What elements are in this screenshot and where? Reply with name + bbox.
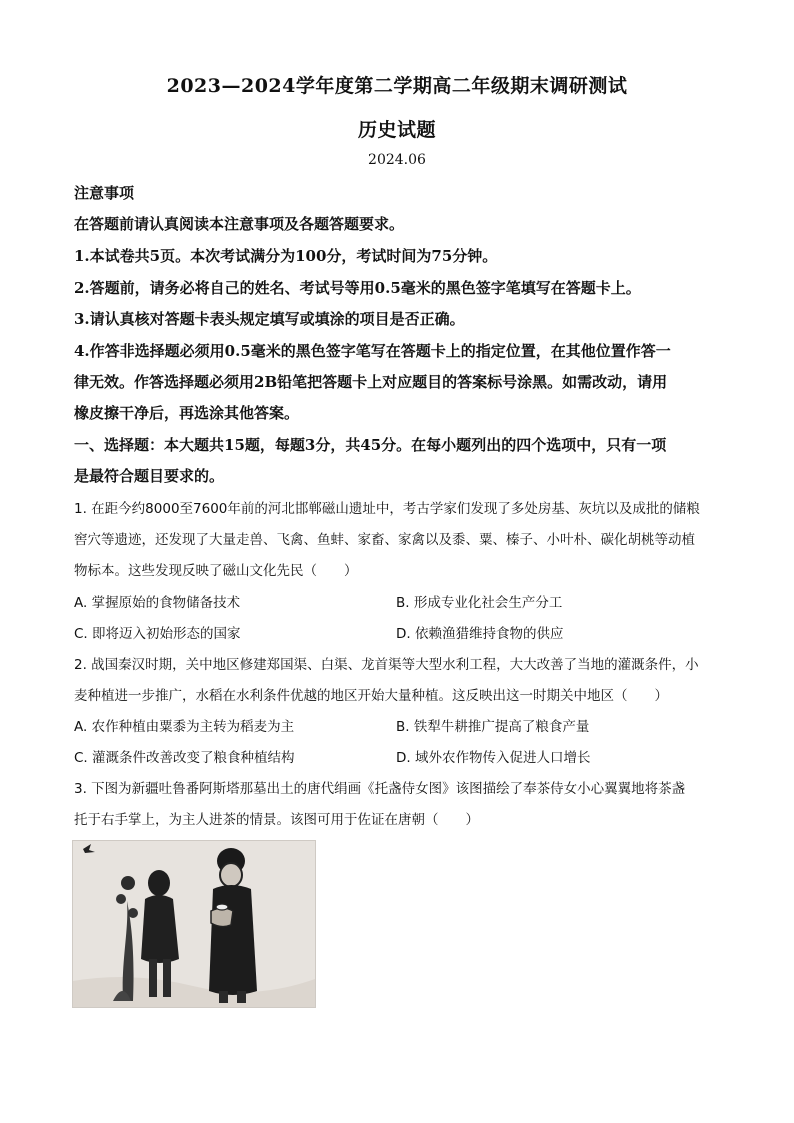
notice-intro: 在答题前请认真阅读本注意事项及各题答题要求。 [74,215,405,233]
subject-title: 历史试题 [357,119,436,141]
notice-item: 2.答题前，请务必将自己的姓名、考试号等用0.5毫米的黑色签字笔填写在答题卡上。 [74,279,641,297]
question-2-option-a: A. 农作种植由粟黍为主转为稻麦为主 [74,719,295,735]
question-1-line: 1. 在距今约8000至7600年前的河北邯郸磁山遗址中，考古学家们发现了多处房基、灰坑以及成批的储粮 [74,501,700,517]
section-heading: 一、选择题：本大题共15题，每题3分，共45分。在每小题列出的四个选项中，只有一项 [74,436,667,454]
section-heading-cont: 是最符合题目要求的。 [74,467,225,485]
notice-item: 4.作答非选择题必须用0.5毫米的黑色签字笔写在答题卡上的指定位置，在其他位置作答一 [74,342,671,360]
notice-item: 1.本试卷共5页。本次考试满分为100分，考试时间为75分钟。 [74,247,498,265]
question-3-line: 托于右手掌上，为主人进茶的情景。该图可用于佐证在唐朝（ ） [74,812,479,828]
notice-item: 律无效。作答选择题必须用2B铅笔把答题卡上对应题目的答案标号涂黑。如需改动，请用 [74,373,668,391]
question-1-option-b: B. 形成专业化社会生产分工 [396,595,563,611]
question-2-line: 麦种植进一步推广，水稻在水利条件优越的地区开始大量种植。这反映出这一时期关中地区（ ） [74,688,668,704]
exam-title: 2023—2024学年度第二学期高二年级期末调研测试 [166,75,628,97]
question-2-line: 2. 战国秦汉时期，关中地区修建郑国渠、白渠、龙首渠等大型水利工程，大大改善了当地的灌溉条件，小 [74,657,699,673]
notice-item: 3.请认真核对答题卡表头规定填写或填涂的项目是否正确。 [74,310,465,328]
question-3-line: 3. 下图为新疆吐鲁番阿斯塔那墓出土的唐代绢画《托盏侍女图》该图描绘了奉茶侍女小心翼翼地将茶盏 [74,781,686,797]
question-1-option-c: C. 即将迈入初始形态的国家 [74,626,241,642]
question-2-option-b: B. 铁犁牛耕推广提高了粮食产量 [396,719,590,735]
exam-date: 2024.06 [368,152,426,168]
painting-figure [72,840,316,1008]
question-2-option-c: C. 灌溉条件改善改变了粮食种植结构 [74,750,295,766]
question-1-option-d: D. 依赖渔猎维持食物的供应 [396,626,564,642]
question-1-line: 物标本。这些发现反映了磁山文化先民（ ） [74,563,358,579]
question-1-line: 窖穴等遗迹，还发现了大量走兽、飞禽、鱼蚌、家畜、家禽以及黍、粟、榛子、小叶朴、碳化胡桃等动植 [74,532,695,548]
painting-illustration [73,841,315,1007]
notice-item: 橡皮擦干净后，再选涂其他答案。 [74,404,300,422]
question-1-option-a: A. 掌握原始的食物储备技术 [74,595,241,611]
notice-heading: 注意事项 [74,184,135,202]
question-2-option-d: D. 域外农作物传入促进人口增长 [396,750,591,766]
